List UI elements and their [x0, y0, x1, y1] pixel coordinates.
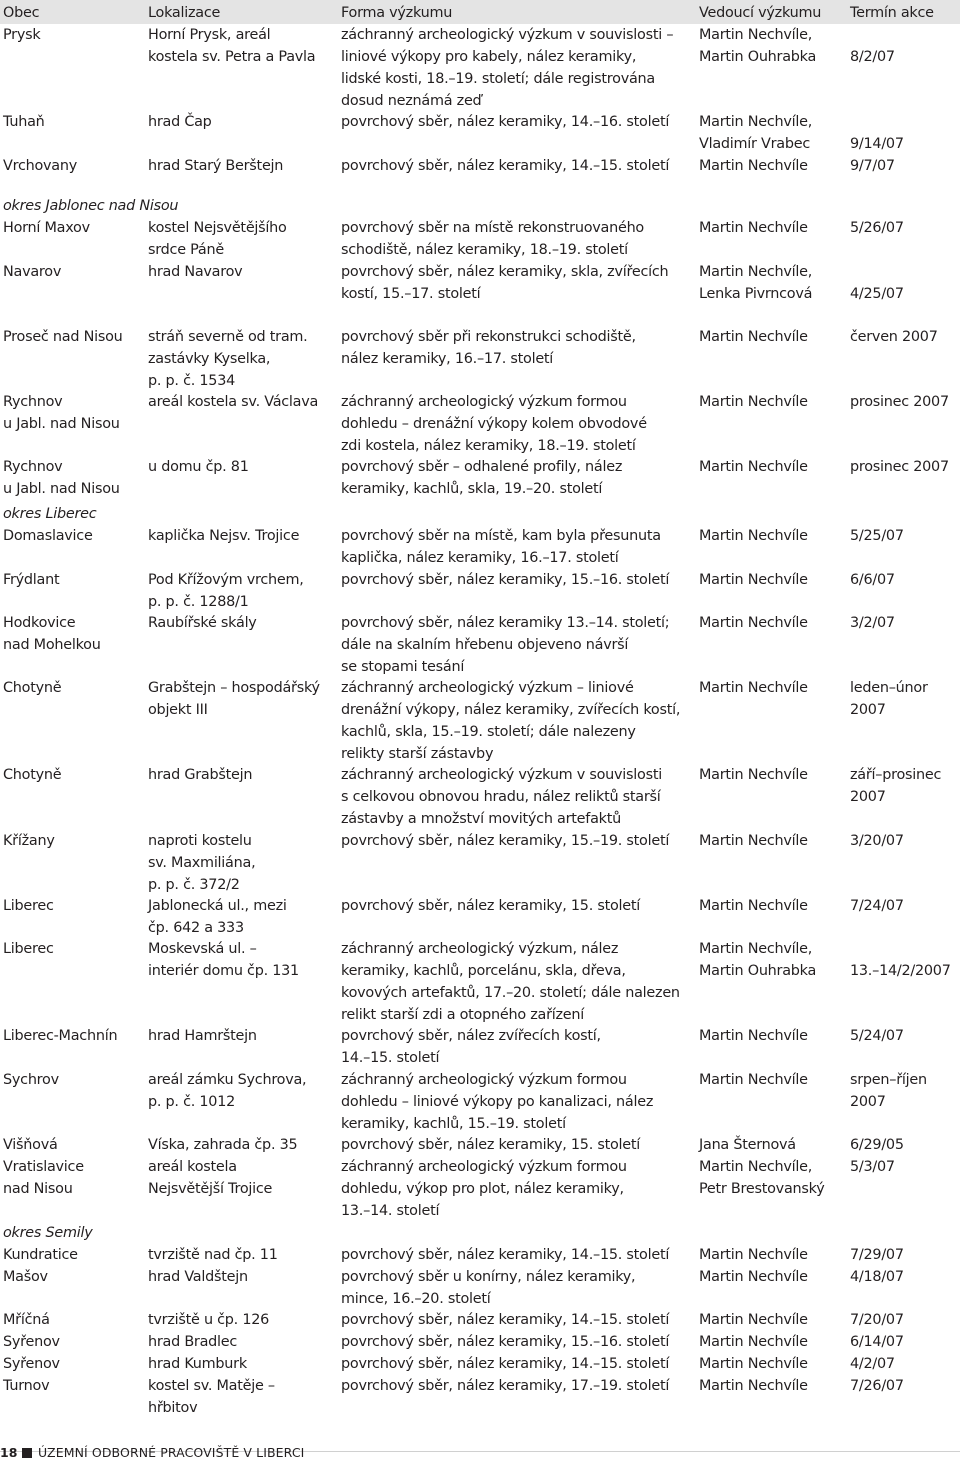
cell-obec: Rychnov u Jabl. nad Nisou — [3, 459, 120, 498]
cell-forma-vyzkumu: záchranný archeologický výzkum, nález keramiky, kachlů, porcelánu, skla, dřeva, kovových artefaktů, 17.–20. století; dále nalezen relikt starší zdi a otopného zařízení — [341, 941, 680, 1024]
cell-lokalizace: stráň severně od tram. zastávky Kyselka, p. p. č. 1534 — [148, 328, 308, 389]
cell-obec: Tuhaň — [3, 114, 45, 130]
cell-lokalizace: Horní Prysk, areál kostela sv. Petra a Pavla — [148, 27, 316, 65]
cell-lokalizace: u domu čp. 81 — [148, 459, 249, 476]
cell-obec: Vratislavice nad Nisou — [3, 1158, 84, 1197]
cell-lokalizace: areál kostela sv. Václava — [148, 394, 319, 410]
cell-termin-akce: prosinec 2007 — [850, 459, 949, 476]
page-number: 18 — [0, 1445, 18, 1460]
column-header-lokalizace: Lokalizace — [148, 5, 221, 21]
cell-vedouci-vyzkumu: Martin Nechvíle — [699, 220, 808, 236]
cell-lokalizace: hrad Bradlec — [148, 1334, 238, 1350]
district-heading: okres Jablonec nad Nisou — [3, 198, 179, 214]
cell-obec: Višňová — [3, 1137, 58, 1153]
cell-lokalizace: tvrziště nad čp. 11 — [148, 1247, 278, 1263]
cell-lokalizace: hrad Čap — [148, 114, 212, 130]
cell-obec: Prysk — [3, 27, 41, 43]
cell-obec: Kundratice — [3, 1247, 78, 1263]
cell-lokalizace: hrad Starý Berštejn — [148, 157, 284, 174]
cell-termin-akce: 7/24/07 — [850, 897, 904, 914]
footer-label: ÚZEMNÍ ODBORNÉ PRACOVIŠTĚ V LIBERCI — [38, 1445, 305, 1460]
cell-termin-akce: 5/26/07 — [850, 220, 904, 236]
cell-termin-akce: 4/2/07 — [850, 1355, 895, 1372]
cell-forma-vyzkumu: záchranný archeologický výzkum formou dohledu, výkop pro plot, nález keramiky, 13.–14. století — [341, 1158, 627, 1219]
column-header-obec: Obec — [3, 5, 40, 21]
cell-vedouci-vyzkumu: Martin Nechvíle — [699, 897, 808, 914]
cell-forma-vyzkumu: záchranný archeologický výzkum v souvislosti – liniové výkopy pro kabely, nález keramiky, lidské kosti, 18.–19. století; dále registrována dosud neznámá zeď — [341, 27, 674, 109]
cell-forma-vyzkumu: povrchový sběr, nález keramiky, 15.–19. století — [341, 832, 670, 849]
cell-termin-akce: 9/14/07 — [850, 136, 904, 152]
cell-termin-akce: srpen–říjen 2007 — [850, 1071, 927, 1110]
cell-lokalizace: kaplička Nejsv. Trojice — [148, 528, 300, 544]
cell-forma-vyzkumu: povrchový sběr, nález keramiky, 17.–19. století — [341, 1377, 670, 1394]
cell-forma-vyzkumu: povrchový sběr u konírny, nález keramiky, mince, 16.–20. století — [341, 1268, 636, 1307]
cell-lokalizace: tvrziště u čp. 126 — [148, 1312, 270, 1329]
cell-termin-akce: prosinec 2007 — [850, 394, 949, 410]
cell-obec: Liberec — [3, 941, 54, 958]
cell-forma-vyzkumu: záchranný archeologický výzkum formou dohledu – drenážní výkopy kolem obvodové zdi kostela, nález keramiky, 18.–19. století — [341, 394, 647, 454]
cell-termin-akce: červen 2007 — [850, 328, 938, 345]
cell-obec: Křížany — [3, 832, 55, 849]
cell-obec: Vrchovany — [3, 157, 78, 174]
cell-obec: Domaslavice — [3, 528, 93, 544]
cell-obec: Mříčná — [3, 1312, 50, 1329]
cell-obec: Proseč nad Nisou — [3, 328, 123, 345]
cell-forma-vyzkumu: povrchový sběr – odhalené profily, nález keramiky, kachlů, skla, 19.–20. století — [341, 459, 623, 498]
cell-forma-vyzkumu: povrchový sběr, nález keramiky, 15.–16. století — [341, 571, 670, 588]
cell-forma-vyzkumu: záchranný archeologický výzkum – liniové drenážní výkopy, nález keramiky, zvířecích kostí, kachlů, skla, 15.–19. století; dále nalezeny relikty starší zástavby — [341, 680, 681, 763]
cell-obec: Liberec — [3, 897, 54, 914]
cell-termin-akce: 13.–14/2/2007 — [850, 963, 951, 980]
cell-obec: Turnov — [3, 1377, 50, 1394]
cell-lokalizace: hrad Navarov — [148, 263, 243, 280]
cell-vedouci-vyzkumu: Martin Nechvíle — [699, 157, 808, 174]
cell-vedouci-vyzkumu: Martin Nechvíle — [699, 571, 808, 588]
cell-vedouci-vyzkumu: Martin Nechvíle — [699, 1312, 808, 1329]
cell-obec: Navarov — [3, 263, 62, 280]
cell-lokalizace: hrad Grabštejn — [148, 767, 253, 784]
cell-termin-akce: září–prosinec 2007 — [850, 767, 942, 806]
cell-forma-vyzkumu: záchranný archeologický výzkum formou dohledu – liniové výkopy po kanalizaci, nález keramiky, kachlů, 15.–19. století — [341, 1071, 654, 1132]
district-heading: okres Semily — [3, 1225, 93, 1241]
cell-termin-akce: 6/14/07 — [850, 1334, 904, 1350]
cell-lokalizace: Víska, zahrada čp. 35 — [148, 1137, 298, 1153]
cell-vedouci-vyzkumu: Martin Nechvíle — [699, 328, 808, 345]
cell-forma-vyzkumu: povrchový sběr na místě rekonstruovaného schodiště, nález keramiky, 18.–19. století — [341, 220, 644, 258]
cell-lokalizace: areál zámku Sychrova, p. p. č. 1012 — [148, 1071, 307, 1110]
cell-obec: Frýdlant — [3, 571, 60, 588]
cell-lokalizace: Grabštejn – hospodářský objekt III — [148, 680, 320, 719]
cell-obec: Syřenov — [3, 1334, 60, 1350]
cell-forma-vyzkumu: povrchový sběr, nález keramiky, skla, zvířecích kostí, 15.–17. století — [341, 263, 669, 302]
cell-forma-vyzkumu: povrchový sběr, nález keramiky, 14.–15. století — [341, 1247, 670, 1263]
column-header-forma-vyzkumu: Forma výzkumu — [341, 5, 453, 21]
cell-forma-vyzkumu: povrchový sběr, nález zvířecích kostí, 14.–15. století — [341, 1028, 601, 1067]
cell-termin-akce: 5/3/07 — [850, 1158, 895, 1175]
cell-termin-akce: 5/24/07 — [850, 1028, 904, 1045]
cell-termin-akce: 6/29/05 — [850, 1137, 904, 1153]
cell-lokalizace: kostel Nejsvětějšího srdce Páně — [148, 220, 287, 258]
cell-forma-vyzkumu: povrchový sběr, nález keramiky, 14.–15. století — [341, 157, 670, 174]
cell-lokalizace: kostel sv. Matěje – hřbitov — [148, 1377, 275, 1416]
cell-termin-akce: 7/20/07 — [850, 1312, 904, 1329]
cell-vedouci-vyzkumu: Martin Nechvíle — [699, 1071, 808, 1088]
cell-obec: Horní Maxov — [3, 220, 90, 236]
cell-vedouci-vyzkumu: Jana Šternová — [699, 1137, 796, 1153]
cell-termin-akce: leden–únor 2007 — [850, 680, 928, 719]
cell-lokalizace: hrad Kumburk — [148, 1355, 247, 1372]
cell-forma-vyzkumu: povrchový sběr, nález keramiky, 15. století — [341, 1137, 641, 1153]
cell-termin-akce: 8/2/07 — [850, 49, 895, 65]
cell-vedouci-vyzkumu: Martin Nechvíle — [699, 1355, 808, 1372]
cell-termin-akce: 6/6/07 — [850, 571, 895, 588]
cell-vedouci-vyzkumu: Martin Nechvíle — [699, 394, 808, 410]
cell-vedouci-vyzkumu: Martin Nechvíle, Lenka Pivrncová — [699, 263, 813, 302]
cell-lokalizace: hrad Valdštejn — [148, 1268, 248, 1285]
cell-termin-akce: 4/18/07 — [850, 1268, 904, 1285]
cell-forma-vyzkumu: povrchový sběr, nález keramiky, 15. století — [341, 897, 641, 914]
cell-termin-akce: 7/26/07 — [850, 1377, 904, 1394]
cell-vedouci-vyzkumu: Martin Nechvíle — [699, 1247, 808, 1263]
cell-vedouci-vyzkumu: Martin Nechvíle, Martin Ouhrabka — [699, 27, 817, 65]
cell-forma-vyzkumu: povrchový sběr, nález keramiky 13.–14. století; dále na skalním hřebenu objeveno návrší se stopami tesání — [341, 615, 670, 675]
footer-square-mark — [22, 1448, 32, 1458]
cell-forma-vyzkumu: povrchový sběr, nález keramiky, 14.–15. století — [341, 1312, 670, 1329]
cell-forma-vyzkumu: povrchový sběr, nález keramiky, 15.–16. století — [341, 1334, 670, 1350]
cell-vedouci-vyzkumu: Martin Nechvíle — [699, 1334, 808, 1350]
cell-vedouci-vyzkumu: Martin Nechvíle, Vladimír Vrabec — [699, 114, 813, 152]
cell-obec: Hodkovice nad Mohelkou — [3, 615, 101, 653]
cell-lokalizace: Moskevská ul. – interiér domu čp. 131 — [148, 941, 299, 980]
cell-vedouci-vyzkumu: Martin Nechvíle — [699, 528, 808, 544]
cell-vedouci-vyzkumu: Martin Nechvíle — [699, 1268, 808, 1285]
district-heading: okres Liberec — [3, 506, 97, 522]
cell-lokalizace: hrad Hamrštejn — [148, 1028, 257, 1045]
cell-obec: Liberec-Machnín — [3, 1028, 118, 1045]
cell-vedouci-vyzkumu: Martin Nechvíle — [699, 1028, 808, 1045]
cell-vedouci-vyzkumu: Martin Nechvíle — [699, 1377, 808, 1394]
cell-termin-akce: 3/20/07 — [850, 832, 904, 849]
cell-vedouci-vyzkumu: Martin Nechvíle, Petr Brestovanský — [699, 1158, 825, 1197]
cell-lokalizace: naproti kostelu sv. Maxmiliána, p. p. č. 372/2 — [148, 832, 256, 893]
cell-obec: Rychnov u Jabl. nad Nisou — [3, 394, 120, 432]
column-header-vedouci-vyzkumu: Vedoucí výzkumu — [699, 5, 822, 21]
cell-termin-akce: 9/7/07 — [850, 157, 895, 174]
column-header-termin-akce: Termín akce — [850, 5, 934, 21]
cell-vedouci-vyzkumu: Martin Nechvíle — [699, 459, 808, 476]
cell-lokalizace: Pod Křížovým vrchem, p. p. č. 1288/1 — [148, 571, 304, 610]
cell-termin-akce: 3/2/07 — [850, 615, 895, 631]
cell-vedouci-vyzkumu: Martin Nechvíle — [699, 680, 808, 697]
cell-forma-vyzkumu: záchranný archeologický výzkum v souvislosti s celkovou obnovou hradu, nález reliktů starší zástavby a množství movitých artefaktů — [341, 767, 662, 828]
cell-forma-vyzkumu: povrchový sběr při rekonstrukci schodiště, nález keramiky, 16.–17. století — [341, 328, 636, 367]
cell-termin-akce: 7/29/07 — [850, 1247, 904, 1263]
cell-forma-vyzkumu: povrchový sběr, nález keramiky, 14.–15. století — [341, 1355, 670, 1372]
cell-forma-vyzkumu: povrchový sběr na místě, kam byla přesunuta kaplička, nález keramiky, 16.–17. století — [341, 528, 661, 566]
cell-lokalizace: areál kostela Nejsvětější Trojice — [148, 1158, 273, 1197]
cell-obec: Syřenov — [3, 1355, 60, 1372]
cell-vedouci-vyzkumu: Martin Nechvíle, Martin Ouhrabka — [699, 941, 817, 980]
cell-vedouci-vyzkumu: Martin Nechvíle — [699, 832, 808, 849]
cell-vedouci-vyzkumu: Martin Nechvíle — [699, 615, 808, 631]
cell-termin-akce: 5/25/07 — [850, 528, 904, 544]
cell-lokalizace: Jablonecká ul., mezi čp. 642 a 333 — [148, 897, 287, 936]
cell-termin-akce: 4/25/07 — [850, 285, 904, 302]
cell-vedouci-vyzkumu: Martin Nechvíle — [699, 767, 808, 784]
cell-forma-vyzkumu: povrchový sběr, nález keramiky, 14.–16. století — [341, 114, 670, 130]
cell-obec: Sychrov — [3, 1071, 59, 1088]
cell-obec: Mašov — [3, 1268, 48, 1285]
cell-obec: Chotyně — [3, 767, 62, 784]
cell-lokalizace: Raubířské skály — [148, 615, 257, 631]
cell-obec: Chotyně — [3, 680, 62, 697]
